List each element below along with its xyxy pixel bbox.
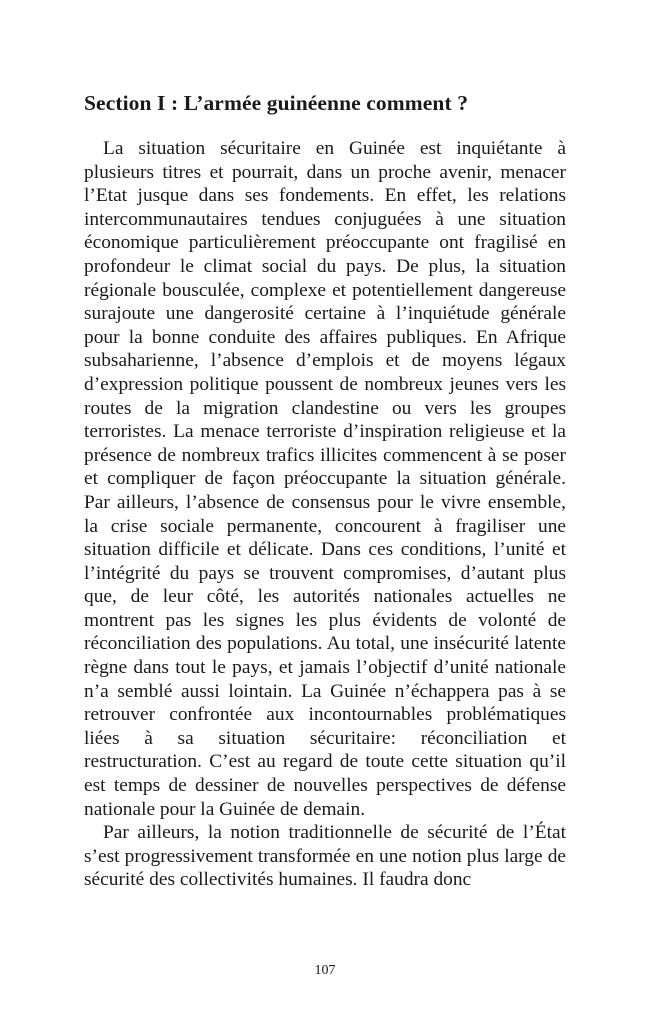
paragraph-1: La situation sécuritaire en Guinée est inquiétante à plusieurs titres et pourrait, dans un proche avenir, menacer l’Etat jusque dans ses fondements. En effet, les relations intercommunautaires tendues conjuguées à une situation économique particulièrement préoccupante ont fragilisé en profondeur le climat social du pays. De plus, la situation régionale bousculée, complexe et potentiellement dangereuse surajoute une dangerosité certaine à l’inquiétude générale pour la bonne conduite des affaires publiques. En Afrique subsaharienne, l’absence d’emplois et de moyens légaux d’expression politique poussent de nombreux jeunes vers les routes de la migration clandestine ou vers les groupes terroristes. La menace terroriste d’inspiration religieuse et la présence de nombreux trafics illicites commencent à se poser et compliquer de façon préoccupante la situation générale. Par ailleurs, l’absence de consensus pour le vivre ensemble, la crise sociale permanente, concourent à fragiliser une situation difficile et délicate. Dans ces conditions, l’unité et l’intégrité du pays se trouvent compromises, d’autant plus que, de leur côté, les autorités nationales actuelles ne montrent pas les signes les plus évidents de volonté de réconciliation des populations. Au total, une insécurité latente règne dans tout le pays, et jamais l’objectif d’unité nationale n’a semblé aussi lointain. La Guinée n’échappera pas à se retrouver confrontée aux incontournables problématiques liées à sa situation sécuritaire: réconciliation et restructuration. C’est au regard de toute cette situation qu’il est temps de dessiner de nouvelles perspectives de défense nationale pour la Guinée de demain. <box>84 138 566 820</box>
page-number: 107 <box>314 963 336 978</box>
page-content <box>84 88 566 892</box>
section-title: Section I : L’armée guinéenne comment ? <box>84 91 469 115</box>
paragraph-2: Par ailleurs, la notion traditionnelle de sécurité de l’État s’est progressivement transformée en une notion plus large de sécurité des collectivités humaines. Il faudra donc <box>84 822 566 891</box>
